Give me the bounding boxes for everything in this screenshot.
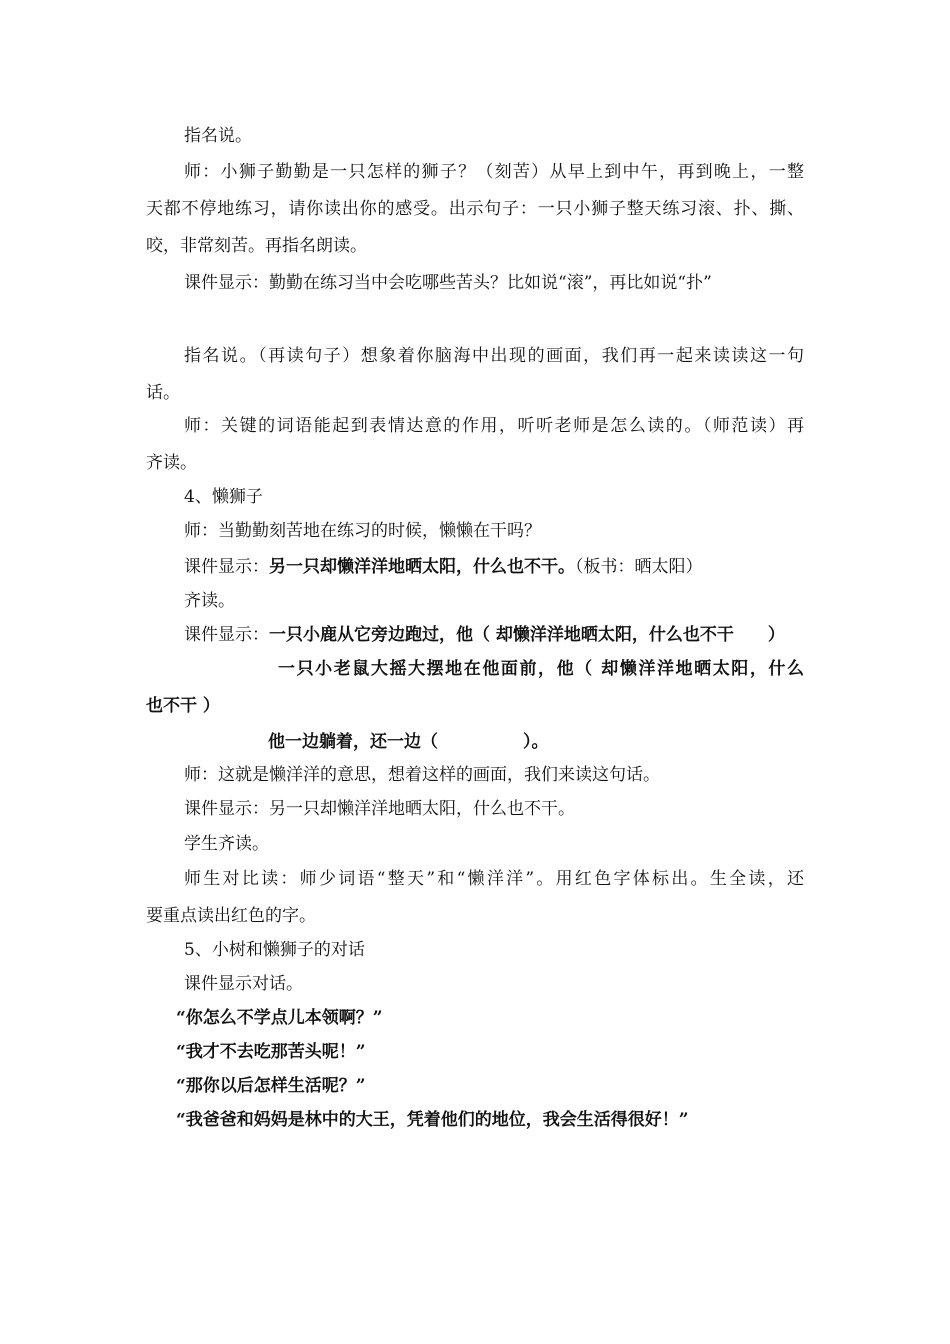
paragraph-line: 指名说。 bbox=[184, 126, 252, 146]
dialogue-line: “我才不去吃那苦头呢！” bbox=[176, 1042, 366, 1062]
line-prefix: 课件显示： bbox=[184, 557, 269, 577]
paragraph-text: 师生对比读：师少词语“整天”和“懒洋洋”。用红色字体标出。生全读，还 bbox=[184, 869, 804, 889]
paragraph-line: 要重点读出红色的字。 bbox=[146, 906, 316, 926]
dialogue-line: “我爸爸和妈妈是林中的大王，凭着他们的地位，我会生活得很好！” bbox=[176, 1110, 689, 1130]
fill-blank-line: 他一边躺着，还一边（ ）。 bbox=[268, 732, 549, 752]
paragraph-line bbox=[278, 657, 804, 681]
bold-sentence: 一只小老鼠大摇大摆地在他面前，他（ 却懒洋洋地晒太阳，什么 bbox=[278, 659, 804, 679]
paragraph-line: 齐读。 bbox=[146, 453, 197, 473]
paragraph-line: 师：当勤勤刻苦地在练习的时候，懒懒在干吗？ bbox=[184, 521, 541, 541]
paragraph-line: 齐读。 bbox=[184, 591, 235, 611]
paragraph-line: 话。 bbox=[146, 383, 180, 403]
paragraph-line bbox=[184, 623, 785, 647]
paragraph-line: 课件显示对话。 bbox=[184, 974, 303, 994]
paragraph-line: 天都不停地练习，请你读出你的感受。出示句子：一只小狮子整天练习滚、扑、撕、 bbox=[146, 199, 804, 219]
dialogue-line: “你怎么不学点儿本领啊？” bbox=[176, 1008, 383, 1028]
line-suffix: （板书：晒太阳） bbox=[575, 557, 703, 577]
paragraph-line bbox=[184, 344, 804, 368]
paragraph-line bbox=[184, 414, 804, 438]
paragraph-line bbox=[184, 555, 703, 579]
paragraph-line bbox=[184, 160, 804, 184]
paragraph-line: 师：这就是懒洋洋的意思，想着这样的画面，我们来读这句话。 bbox=[184, 765, 660, 785]
paragraph-text: 师：关键的词语能起到表情达意的作用，听听老师是怎么读的。（师范读）再 bbox=[184, 416, 804, 436]
paragraph-line: 也不干 ） bbox=[146, 696, 220, 716]
paragraph-line bbox=[184, 867, 804, 891]
dialogue-line: “那你以后怎样生活呢？” bbox=[176, 1076, 366, 1096]
paragraph-text: 指名说。（再读句子）想象着你脑海中出现的画面，我们再一起来读读这一句 bbox=[184, 346, 804, 366]
section-heading: 5、小树和懒狮子的对话 bbox=[184, 940, 365, 960]
paragraph-line: 咬，非常刻苦。再指名朗读。 bbox=[146, 236, 367, 256]
line-prefix: 课件显示： bbox=[184, 625, 269, 645]
paragraph-line: 课件显示：另一只却懒洋洋地晒太阳，什么也不干。 bbox=[184, 799, 575, 819]
paragraph-line: 课件显示：勤勤在练习当中会吃哪些苦头？比如说“滚”，再比如说“扑” bbox=[184, 273, 712, 293]
bold-sentence: 另一只却懒洋洋地晒太阳，什么也不干。 bbox=[269, 557, 575, 577]
bold-sentence: 一只小鹿从它旁边跑过，他（ 却懒洋洋地晒太阳，什么也不干 ） bbox=[269, 625, 785, 645]
paragraph-text: 师：小狮子勤勤是一只怎样的狮子？（刻苦）从早上到中午，再到晚上，一整 bbox=[184, 162, 804, 182]
section-heading: 4、懒狮子 bbox=[184, 487, 263, 507]
paragraph-line: 学生齐读。 bbox=[184, 834, 269, 854]
